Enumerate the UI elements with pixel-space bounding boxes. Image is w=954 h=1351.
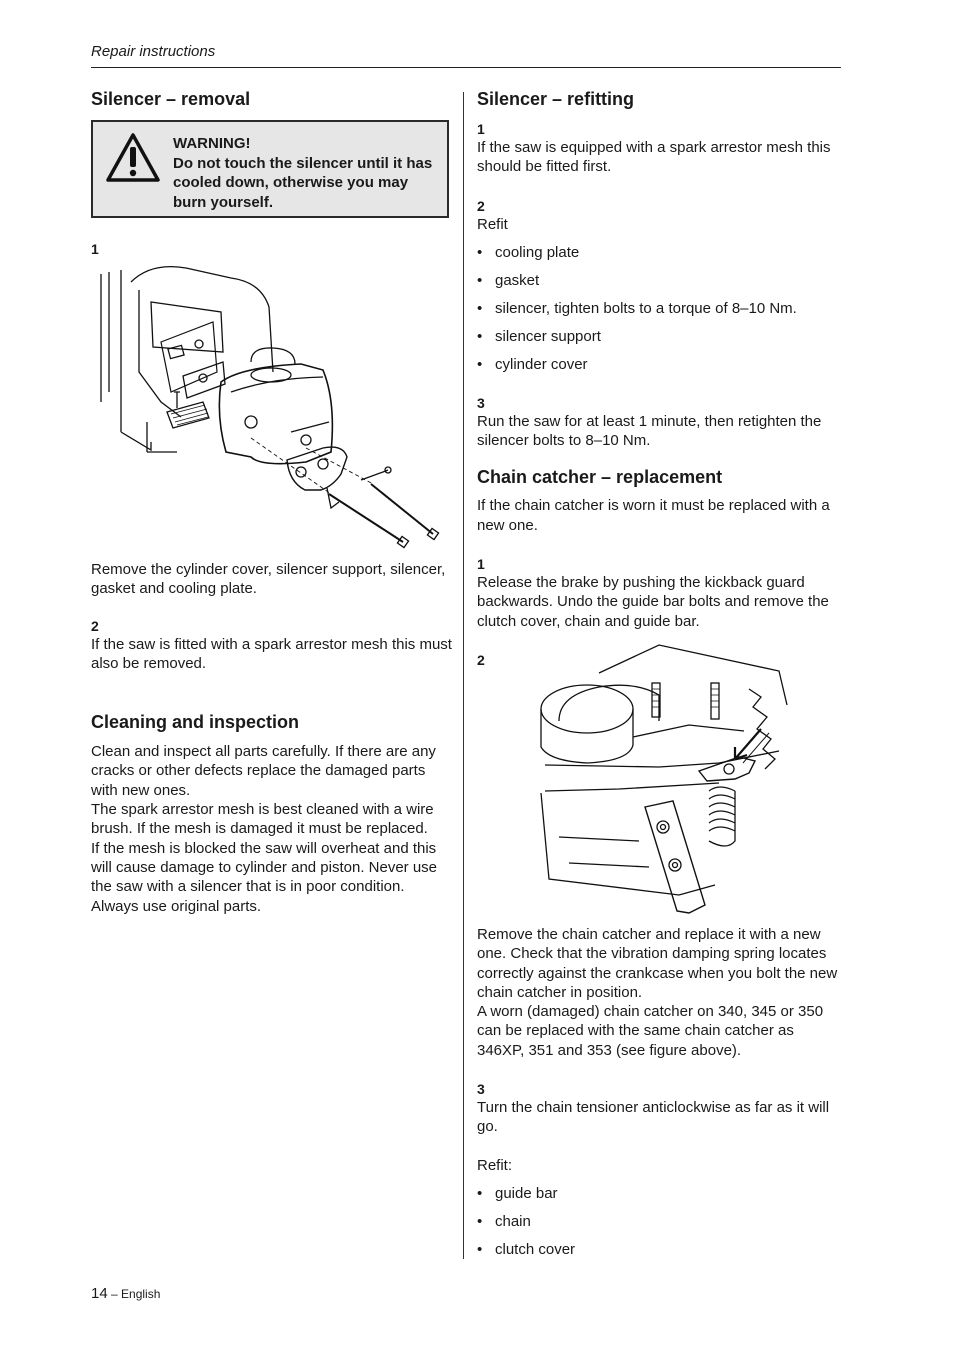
warning-triangle-icon bbox=[105, 132, 161, 184]
catcher-step1-text: Release the brake by pushing the kickback guard backwards. Undo the guide bar bolts and remove the clutch cover, chain and guide bar. bbox=[477, 574, 829, 630]
step-number: 2 bbox=[91, 617, 99, 634]
section-title-chain-catcher: Chain catcher – replacement bbox=[477, 467, 723, 488]
step-number: 1 bbox=[91, 241, 99, 257]
list-item: • clutch cover bbox=[477, 1240, 843, 1259]
list-item: • chain bbox=[477, 1212, 843, 1231]
step-number: 2 bbox=[477, 197, 485, 214]
refit-list bbox=[477, 243, 843, 374]
catcher-intro: If the chain catcher is worn it must be replaced with a new one. bbox=[477, 497, 830, 534]
list-item: • gasket bbox=[477, 271, 843, 290]
catcher-step2-paragraph-1: Remove the chain catcher and replace it with a new one. Check that the vibration damping spring locates correctly against the crankcase when you bolt the new chain catcher in position. bbox=[477, 925, 838, 1001]
catcher-step3-text: Turn the chain tensioner anticlockwise as far as it will go. bbox=[477, 1099, 830, 1136]
removal-step1-text: Remove the cylinder cover, silencer support, silencer, gasket and cooling plate. bbox=[91, 561, 446, 598]
list-item: • cooling plate bbox=[477, 243, 843, 262]
warning-heading: WARNING! bbox=[173, 135, 251, 152]
section-title-cleaning: Cleaning and inspection bbox=[91, 712, 300, 733]
step-number: 2 bbox=[477, 651, 485, 668]
page-number: 14 bbox=[91, 1285, 108, 1302]
footer-language: – English bbox=[107, 1287, 161, 1301]
warning-box bbox=[91, 120, 449, 218]
column-divider bbox=[463, 92, 464, 1259]
step-number: 3 bbox=[477, 1081, 485, 1098]
step-number: 1 bbox=[477, 556, 485, 573]
list-item: • guide bar bbox=[477, 1184, 843, 1203]
chain-catcher-illustration bbox=[539, 641, 859, 919]
list-item: • silencer support bbox=[477, 327, 843, 346]
list-item: • silencer, tighten bolts to a torque of 8–10 Nm. bbox=[477, 299, 843, 318]
removal-step2-text: If the saw is fitted with a spark arrestor mesh this must also be removed. bbox=[91, 635, 452, 672]
cleaning-paragraph-3: If the mesh is blocked the saw will overheat and this will cause damage to cylinder and piston. Never use the saw with a silencer that is in poor condition. Always use original parts. bbox=[91, 839, 438, 915]
cleaning-paragraph-1: Clean and inspect all parts carefully. If there are any cracks or other defects replace the damaged parts with new ones. bbox=[91, 743, 436, 799]
catcher-step2-paragraph-2: A worn (damaged) chain catcher on 340, 345 or 350 can be replaced with the same chain catcher as 346XP, 351 and 353 (see figure above). bbox=[477, 1003, 824, 1059]
page-footer bbox=[91, 1285, 160, 1302]
silencer-exploded-illustration bbox=[91, 252, 451, 552]
right-column bbox=[477, 88, 843, 1259]
left-column bbox=[91, 88, 455, 916]
step-number: 1 bbox=[477, 121, 485, 137]
running-header: Repair instructions bbox=[91, 43, 216, 60]
section-title-silencer-refitting: Silencer – refitting bbox=[477, 89, 635, 109]
refit-items-list bbox=[477, 1184, 843, 1259]
refitting-step1-text: If the saw is equipped with a spark arrestor mesh this should be fitted first. bbox=[477, 139, 831, 176]
warning-body: Do not touch the silencer until it has cooled down, otherwise you may burn yourself. bbox=[173, 154, 433, 211]
cleaning-paragraph-2: The spark arrestor mesh is best cleaned with a wire brush. If the mesh is damaged it must be replaced. bbox=[91, 801, 434, 838]
list-item: • cylinder cover bbox=[477, 355, 843, 374]
header-rule bbox=[91, 67, 841, 68]
refitting-step3-text: Run the saw for at least 1 minute, then retighten the silencer bolts to 8–10 Nm. bbox=[477, 412, 822, 450]
section-title-silencer-removal: Silencer – removal bbox=[91, 89, 251, 109]
refit-label: Refit: bbox=[477, 1156, 513, 1174]
step-number: 3 bbox=[477, 394, 485, 411]
warning-text bbox=[173, 134, 438, 212]
refitting-step2-text: Refit bbox=[477, 215, 508, 233]
